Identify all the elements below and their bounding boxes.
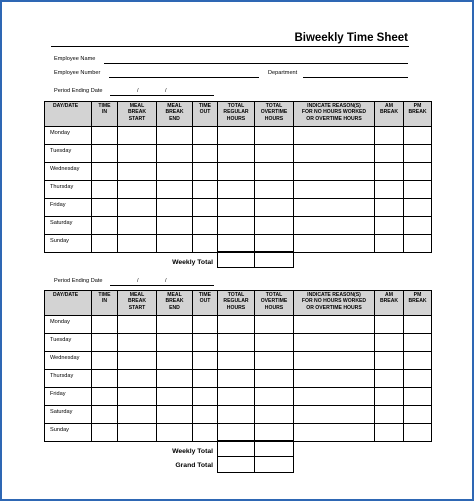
entry-cell[interactable] xyxy=(255,163,294,181)
column-header: TIME OUT xyxy=(193,291,218,316)
entry-cell[interactable] xyxy=(218,217,255,235)
entry-cell[interactable] xyxy=(118,352,157,370)
entry-cell[interactable] xyxy=(193,145,218,163)
entry-cell[interactable] xyxy=(92,127,118,145)
entry-cell[interactable] xyxy=(375,127,404,145)
entry-cell[interactable] xyxy=(404,217,432,235)
employee-name-label: Employee Name xyxy=(54,56,96,62)
entry-cell[interactable] xyxy=(255,334,294,352)
column-header: INDICATE REASON(S) FOR NO HOURS WORKED OR OVERTIME HOURS xyxy=(294,291,375,316)
entry-cell[interactable] xyxy=(255,181,294,199)
entry-cell[interactable] xyxy=(294,181,375,199)
entry-cell[interactable] xyxy=(157,217,193,235)
entry-cell[interactable] xyxy=(255,235,294,253)
entry-cell[interactable] xyxy=(157,334,193,352)
weekly-overtime-total-cell[interactable] xyxy=(254,440,294,457)
entry-cell[interactable] xyxy=(92,181,118,199)
column-header: TIME IN xyxy=(92,102,118,127)
entry-cell[interactable] xyxy=(118,406,157,424)
entry-cell[interactable] xyxy=(92,163,118,181)
entry-cell[interactable] xyxy=(375,199,404,217)
entry-cell[interactable] xyxy=(218,388,255,406)
entry-cell[interactable] xyxy=(255,424,294,442)
entry-cell[interactable] xyxy=(218,370,255,388)
entry-cell[interactable] xyxy=(255,352,294,370)
entry-cell[interactable] xyxy=(157,388,193,406)
column-header: MEAL BREAK START xyxy=(118,291,157,316)
column-header: TOTAL REGULAR HOURS xyxy=(218,102,255,127)
department-label: Department xyxy=(268,70,298,76)
table-row xyxy=(45,235,432,253)
table-row xyxy=(45,181,432,199)
entry-cell[interactable] xyxy=(118,145,157,163)
entry-cell[interactable] xyxy=(294,235,375,253)
entry-cell[interactable] xyxy=(375,145,404,163)
table-row xyxy=(45,406,432,424)
entry-cell[interactable] xyxy=(92,424,118,442)
table-row xyxy=(45,316,432,334)
entry-cell[interactable] xyxy=(404,388,432,406)
entry-cell[interactable] xyxy=(375,424,404,442)
table-row xyxy=(45,199,432,217)
entry-cell[interactable] xyxy=(193,199,218,217)
entry-cell[interactable] xyxy=(375,352,404,370)
entry-cell[interactable] xyxy=(294,352,375,370)
entry-cell[interactable] xyxy=(404,406,432,424)
column-header: AM BREAK xyxy=(375,102,404,127)
department-field[interactable] xyxy=(303,77,408,78)
week-2-table xyxy=(44,290,432,442)
table-row xyxy=(45,163,432,181)
day-cell: Wednesday xyxy=(45,352,92,370)
day-cell: Sunday xyxy=(45,424,92,442)
column-header: TOTAL REGULAR HOURS xyxy=(218,291,255,316)
entry-cell[interactable] xyxy=(218,199,255,217)
day-cell: Sunday xyxy=(45,235,92,253)
table-row xyxy=(45,217,432,235)
entry-cell[interactable] xyxy=(118,199,157,217)
entry-cell[interactable] xyxy=(92,352,118,370)
entry-cell[interactable] xyxy=(157,235,193,253)
entry-cell[interactable] xyxy=(294,127,375,145)
entry-cell[interactable] xyxy=(193,406,218,424)
entry-cell[interactable] xyxy=(157,199,193,217)
entry-cell[interactable] xyxy=(157,127,193,145)
entry-cell[interactable] xyxy=(193,424,218,442)
day-cell: Friday xyxy=(45,388,92,406)
entry-cell[interactable] xyxy=(255,370,294,388)
table-row xyxy=(45,145,432,163)
date-separator: / xyxy=(137,278,139,284)
entry-cell[interactable] xyxy=(118,316,157,334)
entry-cell[interactable] xyxy=(375,388,404,406)
entry-cell[interactable] xyxy=(375,370,404,388)
entry-cell[interactable] xyxy=(118,370,157,388)
entry-cell[interactable] xyxy=(92,145,118,163)
entry-cell[interactable] xyxy=(118,388,157,406)
entry-cell[interactable] xyxy=(375,217,404,235)
entry-cell[interactable] xyxy=(218,334,255,352)
entry-cell[interactable] xyxy=(404,163,432,181)
table-row xyxy=(45,370,432,388)
column-header: PM BREAK xyxy=(404,102,432,127)
sheet-title: Biweekly Time Sheet xyxy=(294,32,408,44)
employee-name-field[interactable] xyxy=(104,63,408,64)
entry-cell[interactable] xyxy=(157,163,193,181)
entry-cell[interactable] xyxy=(92,388,118,406)
entry-cell[interactable] xyxy=(218,145,255,163)
entry-cell[interactable] xyxy=(118,127,157,145)
period-ending-label: Period Ending Date xyxy=(54,278,103,284)
entry-cell[interactable] xyxy=(118,235,157,253)
entry-cell[interactable] xyxy=(193,370,218,388)
column-header: TOTAL OVERTIME HOURS xyxy=(255,102,294,127)
entry-cell[interactable] xyxy=(157,145,193,163)
date-separator: / xyxy=(165,278,167,284)
entry-cell[interactable] xyxy=(294,334,375,352)
entry-cell[interactable] xyxy=(157,406,193,424)
entry-cell[interactable] xyxy=(404,181,432,199)
entry-cell[interactable] xyxy=(118,334,157,352)
entry-cell[interactable] xyxy=(193,352,218,370)
entry-cell[interactable] xyxy=(404,145,432,163)
entry-cell[interactable] xyxy=(294,370,375,388)
table-row xyxy=(45,388,432,406)
day-cell: Tuesday xyxy=(45,145,92,163)
title-divider xyxy=(51,46,409,47)
entry-cell[interactable] xyxy=(375,334,404,352)
employee-number-label: Employee Number xyxy=(54,70,101,76)
entry-cell[interactable] xyxy=(404,316,432,334)
day-cell: Monday xyxy=(45,316,92,334)
day-cell: Thursday xyxy=(45,181,92,199)
column-header: AM BREAK xyxy=(375,291,404,316)
entry-cell[interactable] xyxy=(157,370,193,388)
grand-overtime-total-cell[interactable] xyxy=(254,456,294,473)
date-separator: / xyxy=(165,88,167,94)
entry-cell[interactable] xyxy=(193,127,218,145)
entry-cell[interactable] xyxy=(157,352,193,370)
entry-cell[interactable] xyxy=(218,163,255,181)
table-row xyxy=(45,334,432,352)
entry-cell[interactable] xyxy=(375,181,404,199)
entry-cell[interactable] xyxy=(218,235,255,253)
entry-cell[interactable] xyxy=(193,316,218,334)
date-separator: / xyxy=(137,88,139,94)
entry-cell[interactable] xyxy=(157,316,193,334)
entry-cell[interactable] xyxy=(92,316,118,334)
entry-cell[interactable] xyxy=(294,316,375,334)
entry-cell[interactable] xyxy=(118,163,157,181)
day-cell: Saturday xyxy=(45,217,92,235)
entry-cell[interactable] xyxy=(404,352,432,370)
day-cell: Thursday xyxy=(45,370,92,388)
table-row xyxy=(45,127,432,145)
entry-cell[interactable] xyxy=(255,127,294,145)
column-header: MEAL BREAK END xyxy=(157,102,193,127)
entry-cell[interactable] xyxy=(375,163,404,181)
grand-total-label: Grand Total xyxy=(175,462,213,469)
period-ending-field[interactable] xyxy=(110,95,214,96)
entry-cell[interactable] xyxy=(255,316,294,334)
entry-cell[interactable] xyxy=(193,163,218,181)
column-header: PM BREAK xyxy=(404,291,432,316)
entry-cell[interactable] xyxy=(375,406,404,424)
entry-cell[interactable] xyxy=(193,181,218,199)
period-ending-field[interactable] xyxy=(110,285,214,286)
entry-cell[interactable] xyxy=(255,388,294,406)
entry-cell[interactable] xyxy=(218,127,255,145)
day-cell: Monday xyxy=(45,127,92,145)
entry-cell[interactable] xyxy=(404,235,432,253)
weekly-regular-total-cell[interactable] xyxy=(217,251,255,268)
entry-cell[interactable] xyxy=(218,352,255,370)
day-cell: Saturday xyxy=(45,406,92,424)
entry-cell[interactable] xyxy=(294,217,375,235)
entry-cell[interactable] xyxy=(255,145,294,163)
entry-cell[interactable] xyxy=(294,424,375,442)
entry-cell[interactable] xyxy=(118,424,157,442)
week-1-table xyxy=(44,101,432,253)
entry-cell[interactable] xyxy=(404,199,432,217)
column-header: DAY/DATE xyxy=(45,102,92,127)
entry-cell[interactable] xyxy=(92,199,118,217)
entry-cell[interactable] xyxy=(218,316,255,334)
column-header: TIME OUT xyxy=(193,102,218,127)
day-cell: Friday xyxy=(45,199,92,217)
entry-cell[interactable] xyxy=(193,217,218,235)
entry-cell[interactable] xyxy=(294,406,375,424)
entry-cell[interactable] xyxy=(92,406,118,424)
entry-cell[interactable] xyxy=(294,199,375,217)
entry-cell[interactable] xyxy=(92,370,118,388)
period-ending-label: Period Ending Date xyxy=(54,88,103,94)
column-header: TOTAL OVERTIME HOURS xyxy=(255,291,294,316)
entry-cell[interactable] xyxy=(255,217,294,235)
entry-cell[interactable] xyxy=(92,235,118,253)
entry-cell[interactable] xyxy=(118,181,157,199)
table-row xyxy=(45,352,432,370)
day-cell: Tuesday xyxy=(45,334,92,352)
entry-cell[interactable] xyxy=(404,127,432,145)
grand-regular-total-cell[interactable] xyxy=(217,456,255,473)
entry-cell[interactable] xyxy=(118,217,157,235)
entry-cell[interactable] xyxy=(92,334,118,352)
entry-cell[interactable] xyxy=(294,388,375,406)
entry-cell[interactable] xyxy=(193,334,218,352)
entry-cell[interactable] xyxy=(92,217,118,235)
column-header: TIME IN xyxy=(92,291,118,316)
entry-cell[interactable] xyxy=(375,235,404,253)
day-cell: Wednesday xyxy=(45,163,92,181)
entry-cell[interactable] xyxy=(157,424,193,442)
column-header: INDICATE REASON(S) FOR NO HOURS WORKED OR OVERTIME HOURS xyxy=(294,102,375,127)
entry-cell[interactable] xyxy=(193,235,218,253)
entry-cell[interactable] xyxy=(157,181,193,199)
column-header: MEAL BREAK START xyxy=(118,102,157,127)
entry-cell[interactable] xyxy=(294,145,375,163)
entry-cell[interactable] xyxy=(404,370,432,388)
column-header: MEAL BREAK END xyxy=(157,291,193,316)
entry-cell[interactable] xyxy=(218,424,255,442)
weekly-total-label: Weekly Total xyxy=(172,448,213,455)
employee-number-field[interactable] xyxy=(109,77,259,78)
entry-cell[interactable] xyxy=(218,406,255,424)
entry-cell[interactable] xyxy=(404,424,432,442)
entry-cell[interactable] xyxy=(404,334,432,352)
weekly-total-label: Weekly Total xyxy=(172,259,213,266)
entry-cell[interactable] xyxy=(255,199,294,217)
entry-cell[interactable] xyxy=(218,181,255,199)
table-row xyxy=(45,424,432,442)
entry-cell[interactable] xyxy=(375,316,404,334)
entry-cell[interactable] xyxy=(193,388,218,406)
weekly-overtime-total-cell[interactable] xyxy=(254,251,294,268)
entry-cell[interactable] xyxy=(294,163,375,181)
weekly-regular-total-cell[interactable] xyxy=(217,440,255,457)
column-header: DAY/DATE xyxy=(45,291,92,316)
entry-cell[interactable] xyxy=(255,406,294,424)
